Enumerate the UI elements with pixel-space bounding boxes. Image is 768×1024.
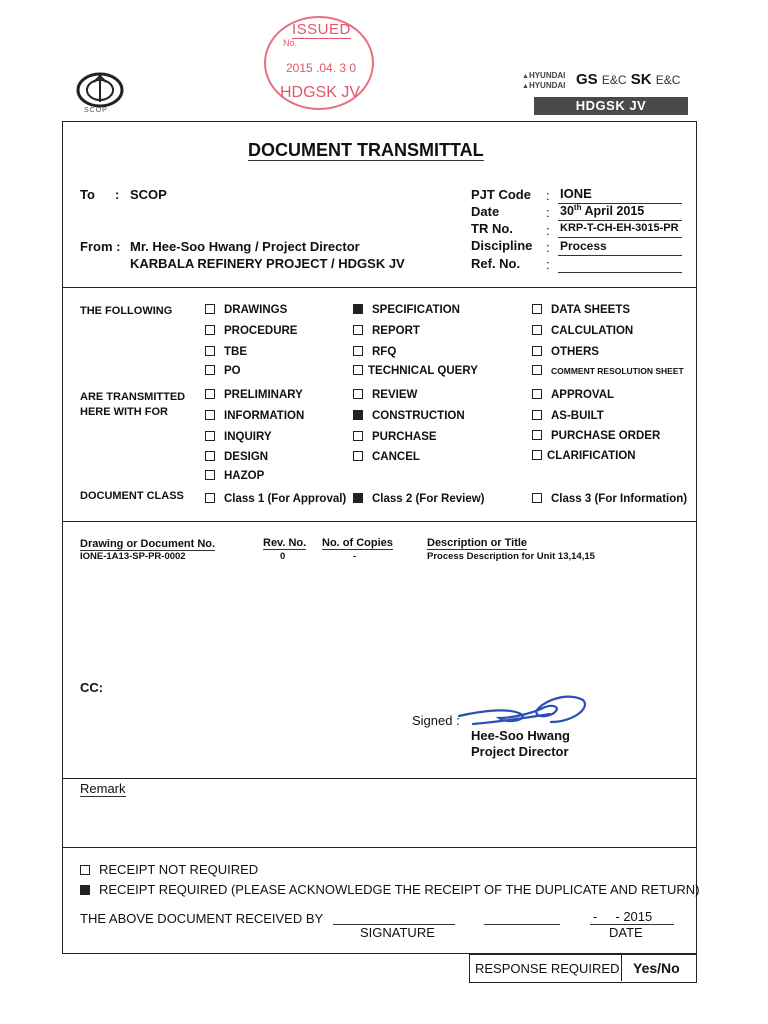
checkbox-icon	[205, 346, 215, 356]
chk-receipt-not-required[interactable]: RECEIPT NOT REQUIRED	[80, 862, 258, 877]
chk-clarification[interactable]: CLARIFICATION	[532, 450, 636, 462]
tr-no-value: KRP-T-CH-EH-3015-PR	[560, 222, 679, 234]
checkbox-icon	[205, 470, 215, 480]
response-box	[469, 954, 697, 983]
chk-calculation[interactable]: CALCULATION	[532, 325, 633, 337]
chk-comment-resolution-sheet[interactable]: COMMENT RESOLUTION SHEET	[532, 365, 684, 376]
chk-receipt-required[interactable]: RECEIPT REQUIRED (PLEASE ACKNOWLEDGE THE RECEIPT OF THE DUPLICATE AND RETURN)	[80, 882, 700, 897]
scop-logo	[74, 70, 126, 120]
chk-as-built[interactable]: AS-BUILT	[532, 410, 604, 422]
following-label: THE FOLLOWING	[80, 305, 173, 317]
remark-label: Remark	[80, 781, 126, 796]
date-label: Date	[471, 204, 500, 219]
chk-technical-query[interactable]: TECHNICAL QUERY	[353, 365, 478, 377]
signed-label: Signed :	[412, 713, 460, 728]
chk-class-1[interactable]: Class 1 (For Approval)	[205, 493, 346, 505]
checkbox-icon	[532, 450, 542, 460]
checkbox-icon	[532, 493, 542, 503]
checkbox-icon	[532, 430, 542, 440]
chk-purchase[interactable]: PURCHASE	[353, 431, 437, 443]
receipt-date-value: - - 2015	[593, 909, 653, 924]
col-header-copies: No. of Copies	[322, 537, 393, 549]
checkbox-icon	[353, 346, 363, 356]
chk-approval[interactable]: APPROVAL	[532, 389, 614, 401]
doc-class-label: DOCUMENT CLASS	[80, 490, 184, 502]
checkbox-icon	[532, 410, 542, 420]
checkbox-icon	[532, 346, 542, 356]
chk-data-sheets[interactable]: DATA SHEETS	[532, 304, 630, 316]
checkbox-icon	[205, 304, 215, 314]
pjt-code-label: PJT Code	[471, 187, 531, 202]
chk-others[interactable]: OTHERS	[532, 346, 599, 358]
from-label: From :	[80, 239, 121, 254]
stamp-no: No.	[283, 38, 298, 48]
pjt-code-value: IONE	[560, 186, 592, 201]
chk-po[interactable]: PO	[205, 365, 241, 377]
checkbox-icon	[205, 431, 215, 441]
tr-no-label: TR No.	[471, 221, 513, 236]
checkbox-icon	[205, 410, 215, 420]
checkbox-icon	[532, 304, 542, 314]
scop-caption: SCOP	[84, 107, 108, 114]
cc-label: CC:	[80, 680, 104, 695]
checkbox-icon	[532, 325, 542, 335]
discipline-value: Process	[560, 239, 607, 253]
to-label: To	[80, 187, 95, 202]
gs-sk-logo: GS E&C SK E&C	[576, 71, 681, 88]
from-line-2: KARBALA REFINERY PROJECT / HDGSK JV	[130, 256, 405, 271]
chk-drawings[interactable]: DRAWINGS	[205, 304, 287, 316]
date-value: 30th April 2015	[560, 203, 645, 219]
response-label: RESPONSE REQUIRED	[475, 961, 620, 976]
discipline-label: Discipline	[471, 238, 533, 253]
checkbox-checked-icon	[353, 493, 363, 503]
col-header-desc: Description or Title	[427, 537, 528, 549]
from-line-1: Mr. Hee-Soo Hwang / Project Director	[130, 239, 360, 254]
checkbox-icon	[532, 389, 542, 399]
signer-title: Project Director	[471, 744, 569, 759]
checkbox-icon	[205, 325, 215, 335]
received-by-label: THE ABOVE DOCUMENT RECEIVED BY	[80, 911, 324, 926]
checkbox-checked-icon	[353, 304, 363, 314]
to-colon: :	[115, 187, 120, 202]
chk-information[interactable]: INFORMATION	[205, 410, 304, 422]
scop-logo-icon	[74, 70, 126, 108]
checkbox-checked-icon	[353, 410, 363, 420]
hyundai-mark-icon-2: ▲	[522, 83, 529, 90]
checkbox-icon	[353, 451, 363, 461]
checkbox-icon	[205, 365, 215, 375]
response-yes-no[interactable]: Yes/No	[633, 960, 680, 976]
row-rev: 0	[280, 551, 286, 562]
tr-no-line	[558, 237, 682, 238]
signature-label: SIGNATURE	[360, 925, 435, 940]
chk-specification[interactable]: SPECIFICATION	[353, 304, 460, 316]
chk-procedure[interactable]: PROCEDURE	[205, 325, 297, 337]
ref-no-label: Ref. No.	[471, 256, 521, 271]
row-desc: Process Description for Unit 13,14,15	[427, 551, 595, 562]
document-title: DOCUMENT TRANSMITTAL	[248, 140, 484, 160]
divider-classes	[63, 521, 696, 522]
chk-tbe[interactable]: TBE	[205, 346, 247, 358]
issued-stamp	[264, 16, 374, 110]
chk-inquiry[interactable]: INQUIRY	[205, 431, 272, 443]
chk-review[interactable]: REVIEW	[353, 389, 417, 401]
to-value: SCOP	[130, 187, 167, 202]
partner-logos	[520, 66, 690, 118]
stamp-issued: ISSUED	[292, 21, 351, 38]
divider-header	[63, 287, 696, 288]
date-line	[558, 220, 682, 221]
chk-preliminary[interactable]: PRELIMINARY	[205, 389, 303, 401]
chk-cancel[interactable]: CANCEL	[353, 451, 420, 463]
signer-name: Hee-Soo Hwang	[471, 728, 570, 743]
checkbox-icon	[532, 365, 542, 375]
hdgsk-banner: HDGSK JV	[534, 97, 688, 115]
chk-construction[interactable]: CONSTRUCTION	[353, 410, 465, 422]
col-header-rev: Rev. No.	[263, 537, 307, 549]
col-header-doc-no: Drawing or Document No.	[80, 538, 216, 550]
checkbox-icon	[353, 389, 363, 399]
checkbox-icon	[353, 325, 363, 335]
stamp-date: 2015 .04. 3 0	[286, 61, 357, 75]
chk-rfq[interactable]: RFQ	[353, 346, 396, 358]
receiver-name-line	[484, 924, 560, 925]
checkbox-icon	[80, 865, 90, 875]
row-doc-no: IONE-1A13-SP-PR-0002	[80, 551, 186, 562]
chk-hazop[interactable]: HAZOP	[205, 470, 264, 482]
transmitted-label: ARE TRANSMITTED HERE WITH FOR	[80, 391, 186, 418]
chk-class-3[interactable]: Class 3 (For Information)	[532, 493, 687, 505]
checkbox-checked-icon	[80, 885, 90, 895]
checkbox-icon	[353, 365, 363, 375]
ref-no-line	[558, 272, 682, 273]
chk-class-2[interactable]: Class 2 (For Review)	[353, 493, 484, 505]
divider-signature	[63, 778, 696, 779]
discipline-line	[558, 255, 682, 256]
date-label-bottom: DATE	[609, 925, 643, 940]
checkbox-icon	[205, 389, 215, 399]
hyundai-logo: ▲HYUNDAI ▲HYUNDAI	[522, 71, 566, 90]
divider-remark	[63, 847, 696, 848]
checkbox-icon	[353, 431, 363, 441]
response-divider	[621, 955, 622, 981]
hyundai-mark-icon: ▲	[522, 73, 529, 80]
header-colons: : : : : :	[546, 188, 550, 273]
chk-purchase-order[interactable]: PURCHASE ORDER	[532, 430, 660, 442]
stamp-company: HDGSK JV	[280, 84, 361, 101]
row-copies: -	[353, 551, 357, 562]
chk-report[interactable]: REPORT	[353, 325, 420, 337]
checkbox-icon	[205, 493, 215, 503]
checkbox-icon	[205, 451, 215, 461]
chk-design[interactable]: DESIGN	[205, 451, 268, 463]
